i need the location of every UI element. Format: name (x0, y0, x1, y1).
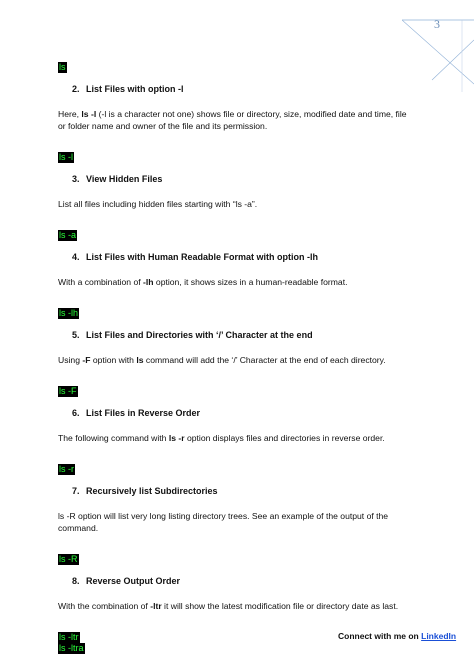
section-heading (58, 83, 408, 95)
command-block (58, 225, 408, 240)
command-snippet: ls -R (59, 554, 78, 564)
inline-code-bold: ls -r (168, 433, 185, 443)
linkedin-link[interactable]: LinkedIn (421, 631, 457, 641)
description-text: option, it shows sizes in a human-readable format. (153, 277, 348, 287)
command-snippet: ls -F (59, 386, 77, 396)
footer-text: Connect with me on (338, 631, 422, 641)
inline-code-bold: ls (136, 355, 144, 365)
section-title: List Files with Human Readable Format with option -lh (86, 252, 319, 262)
description-text: Using (58, 355, 83, 365)
section-description (58, 276, 408, 288)
section-description (58, 600, 408, 612)
section-number: 7. (72, 486, 80, 496)
command-snippet: ls (59, 62, 66, 72)
section-title: List Files with option -l (86, 84, 184, 94)
section-number: 8. (72, 576, 80, 586)
command-block (58, 549, 408, 564)
section-heading (58, 575, 408, 587)
footer-connect (338, 631, 456, 641)
section-heading (58, 407, 408, 419)
section-heading (58, 173, 408, 185)
command-block (58, 459, 408, 474)
section-number: 6. (72, 408, 80, 418)
section-description (58, 432, 408, 444)
section-number: 3. (72, 174, 80, 184)
description-text: List all files including hidden files starting with “ls -a”. (58, 199, 258, 209)
section-title: List Files in Reverse Order (86, 408, 201, 418)
document-body (58, 57, 408, 653)
section-heading (58, 329, 408, 341)
command-snippet: ls -lh (59, 308, 79, 318)
section-title: View Hidden Files (86, 174, 163, 184)
page-number: 3 (434, 17, 440, 31)
section-description (58, 108, 408, 132)
description-text: The following command with (58, 433, 169, 443)
section-number: 5. (72, 330, 80, 340)
description-text: command will add the ‘/’ Character at the end of each directory. (143, 355, 386, 365)
description-text: it will show the latest modification file or directory date as last. (161, 601, 399, 611)
section-heading (58, 485, 408, 497)
section-title: Reverse Output Order (86, 576, 181, 586)
description-text: With the combination of (58, 601, 151, 611)
inline-code-bold: -lh (143, 277, 154, 287)
inline-code-bold: -F (82, 355, 91, 365)
sections-list (58, 68, 408, 653)
section-description (58, 510, 408, 534)
section-title: Recursively list Subdirectories (86, 486, 218, 496)
inline-code-bold: ls -l (81, 109, 97, 119)
description-text: (-l is a character not one) shows file or directory, size, modified date and time, file or folder name and owner of the file and its permission. (58, 109, 407, 131)
description-text: option displays files and directories in reverse order. (184, 433, 385, 443)
section-description (58, 354, 408, 366)
command-block (58, 147, 408, 162)
section-description (58, 198, 408, 210)
description-text: option with (90, 355, 137, 365)
section-title: List Files and Directories with ‘/’ Character at the end (86, 330, 313, 340)
command-snippet: ls -a (59, 230, 77, 240)
command-snippet: ls -l (59, 152, 73, 162)
section-heading (58, 251, 408, 263)
description-text: With a combination of (58, 277, 144, 287)
command-block (58, 381, 408, 396)
description-text: ls -R option will list very long listing directory trees. See an example of the output of the command. (58, 511, 389, 533)
section-number: 4. (72, 252, 80, 262)
command-snippet: ls -r (59, 464, 74, 474)
inline-code-bold: -ltr (150, 601, 162, 611)
command-block (58, 303, 408, 318)
description-text: Here, (58, 109, 82, 119)
command-snippet: ls -ltr (59, 632, 79, 642)
section-number: 2. (72, 84, 80, 94)
command-snippet: ls -ltra (59, 643, 84, 653)
top-command-block (58, 57, 408, 72)
